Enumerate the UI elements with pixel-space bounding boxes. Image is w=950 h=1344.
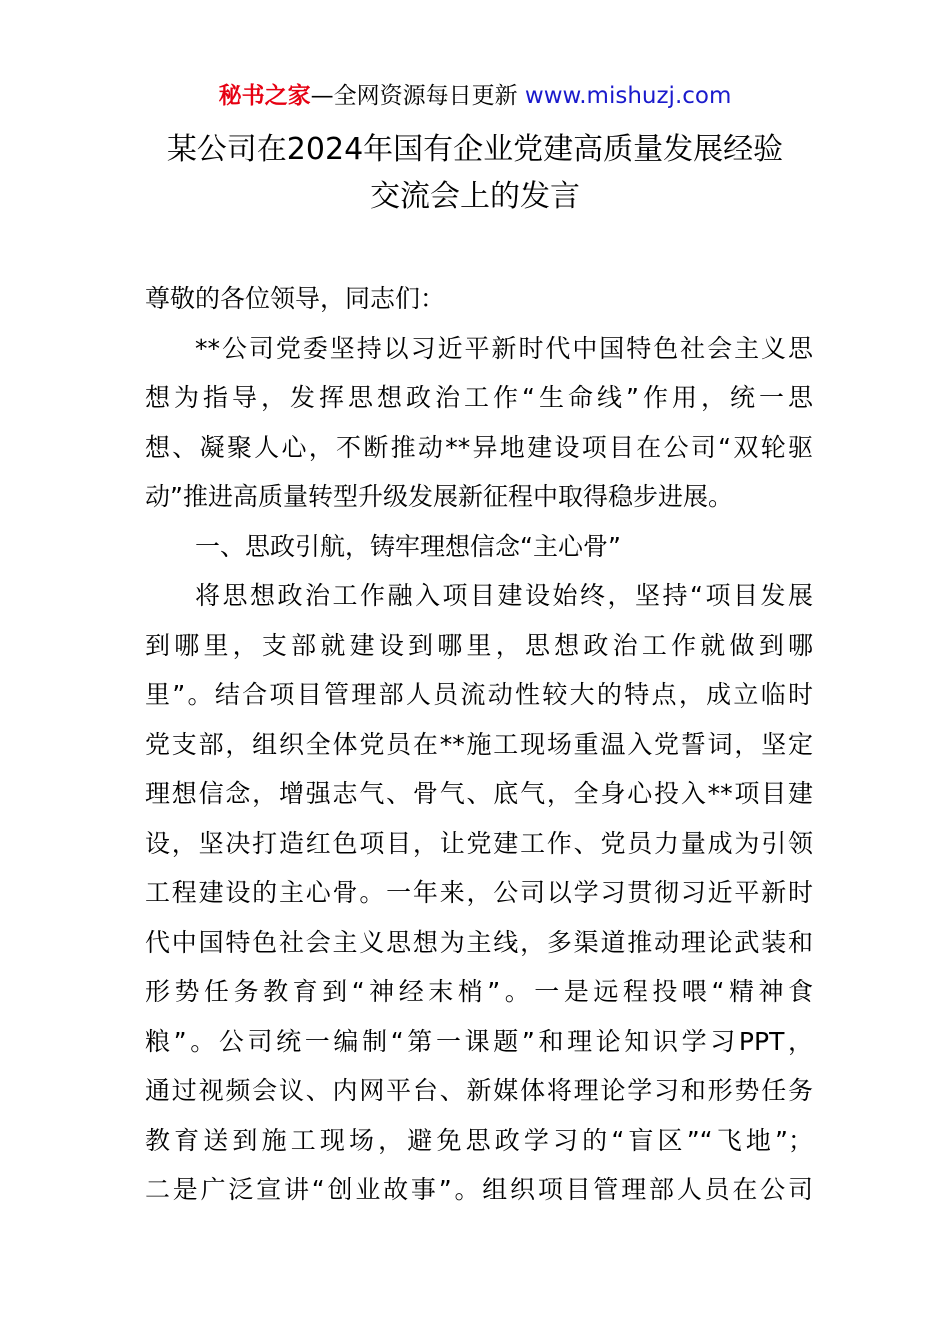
body-line: 形势任务教育到“神经末梢”。一是远程投喂“精神食 xyxy=(145,977,813,1006)
body-line: **公司党委坚持以习近平新时代中国特色社会主义思 xyxy=(195,333,813,363)
title-line-2: 交流会上的发言 xyxy=(370,179,580,214)
salutation: 尊敬的各位领导，同志们： xyxy=(145,284,446,313)
body-line: 工程建设的主心骨。一年来，公司以学习贯彻习近平新时 xyxy=(145,878,813,907)
body-line: 动”推进高质量转型升级发展新征程中取得稳步进展。 xyxy=(145,482,733,511)
body-line: 里”。结合项目管理部人员流动性较大的特点，成立临时 xyxy=(145,680,813,709)
document-body xyxy=(145,274,813,1215)
body-line: 二是广泛宣讲“创业故事”。组织项目管理部人员在公司 xyxy=(145,1175,813,1204)
banner-brand: 秘书之家 xyxy=(218,83,311,109)
body-line: 设，坚决打造红色项目，让党建工作、党员力量成为引领 xyxy=(145,828,813,858)
body-line: 教育送到施工现场，避免思政学习的“盲区”“飞地”； xyxy=(145,1125,813,1155)
title-line-1: 某公司在2024年国有企业党建高质量发展经验 xyxy=(166,132,784,167)
section-heading: 一、思政引航，铸牢理想信念“主心骨” xyxy=(195,531,621,561)
body-line: 党支部，组织全体党员在**施工现场重温入党誓词，坚定 xyxy=(145,729,813,759)
body-line: 粮”。公司统一编制“第一课题”和理论知识学习PPT， xyxy=(145,1026,813,1056)
banner-slogan: —全网资源每日更新 xyxy=(310,83,525,109)
body-line: 到哪里，支部就建设到哪里，思想政治工作就做到哪 xyxy=(145,630,813,660)
body-line: 理想信念，增强志气、骨气、底气，全身心投入**项目建 xyxy=(145,779,813,808)
body-line: 通过视频会议、内网平台、新媒体将理论学习和形势任务 xyxy=(145,1076,813,1105)
document-title xyxy=(0,126,950,220)
body-line: 想、凝聚人心，不断推动**异地建设项目在公司“双轮驱 xyxy=(145,432,813,462)
body-line: 将思想政治工作融入项目建设始终，坚持“项目发展 xyxy=(195,581,813,610)
site-banner xyxy=(0,80,950,112)
body-line: 代中国特色社会主义思想为主线，多渠道推动理论武装和 xyxy=(145,927,813,957)
banner-url[interactable]: www.mishuzj.com xyxy=(524,83,732,109)
body-line: 想为指导，发挥思想政治工作“生命线”作用，统一思 xyxy=(145,383,813,412)
